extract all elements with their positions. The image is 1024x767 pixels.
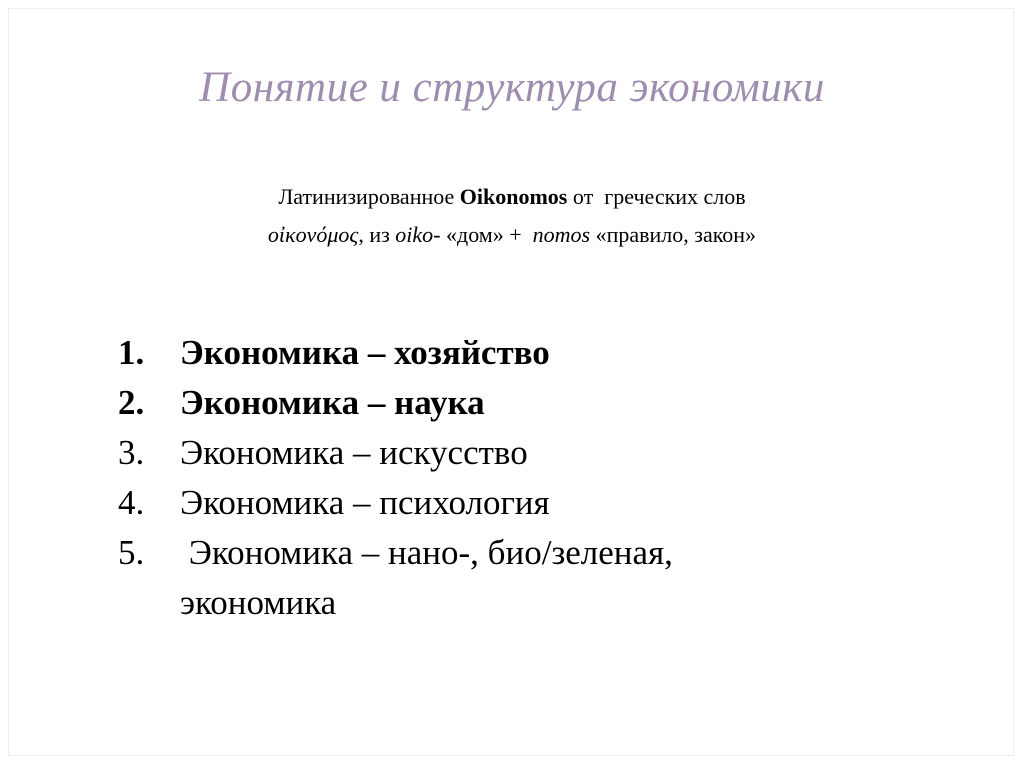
term-oikonomos: Oikonomos bbox=[459, 184, 568, 209]
list-item bbox=[118, 528, 918, 578]
intro-text-segment: Латинизированное bbox=[278, 184, 460, 209]
list-item-number: 3. bbox=[118, 433, 145, 472]
intro-line-1 bbox=[0, 178, 1024, 216]
list-item bbox=[118, 478, 918, 528]
intro-text-segment: «правило, закон» bbox=[590, 222, 757, 247]
greek-word: οἰκονόμος bbox=[267, 222, 359, 247]
list-item bbox=[118, 428, 918, 478]
term-oiko: oiko bbox=[395, 222, 434, 247]
term-nomos: nomos bbox=[532, 222, 591, 247]
list-item bbox=[118, 378, 918, 428]
intro-text bbox=[0, 178, 1024, 254]
list-item-number: 4. bbox=[118, 483, 145, 522]
list-item-text: Экономика – наука bbox=[180, 383, 485, 422]
list-item-number: 1. bbox=[118, 333, 145, 372]
intro-line-2 bbox=[0, 216, 1024, 254]
definitions-list bbox=[118, 328, 918, 628]
list-item-number: 5. bbox=[118, 533, 145, 572]
slide-title: Понятие и структура экономики bbox=[199, 64, 825, 111]
list-item-text: Экономика – хозяйство bbox=[180, 333, 550, 372]
list-item-text: Экономика – нано-, био/зеленая, bbox=[180, 533, 673, 572]
list-item-text: Экономика – искусство bbox=[180, 433, 528, 472]
intro-text-segment: , из bbox=[358, 222, 396, 247]
intro-text-segment: от греческих слов bbox=[567, 184, 746, 209]
list-item-continuation: экономика bbox=[180, 583, 337, 622]
list-item-text: Экономика – психология bbox=[180, 483, 550, 522]
intro-text-segment: - «дом» + bbox=[433, 222, 533, 247]
list-item bbox=[118, 328, 918, 378]
list-item-number: 2. bbox=[118, 383, 145, 422]
